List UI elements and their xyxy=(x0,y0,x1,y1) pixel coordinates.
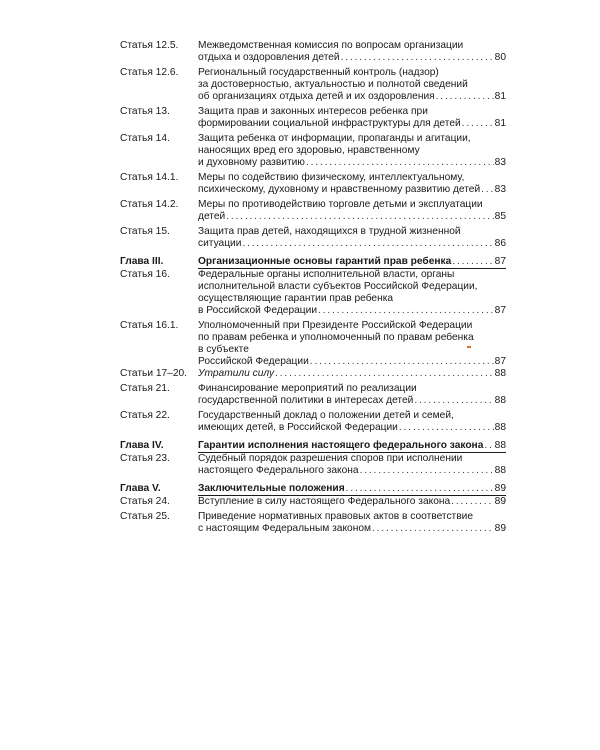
toc-page-number: 83 xyxy=(494,157,506,168)
toc-entry-line xyxy=(198,157,506,169)
toc-leader-dots xyxy=(481,184,494,196)
toc-entry-text: в Российской Федерации xyxy=(198,305,318,316)
toc-entry xyxy=(120,410,506,434)
toc-entry-title xyxy=(198,440,506,453)
toc-leader-dots xyxy=(310,356,494,368)
toc-entry-text: Защита прав и законных интересов ребенка при xyxy=(198,106,428,117)
toc-entry xyxy=(120,199,506,223)
toc-entry-label: Статья 16.1. xyxy=(120,320,179,331)
toc-entry-line xyxy=(198,226,506,238)
toc-entry xyxy=(120,226,506,250)
toc-page-number: 87 xyxy=(494,305,506,316)
toc-entry xyxy=(120,511,506,535)
toc-entry-label: Статья 14. xyxy=(120,133,170,144)
toc-entry-text: Межведомственная комиссия по вопросам организации xyxy=(198,40,464,51)
toc-entry xyxy=(120,106,506,130)
toc-entry-line xyxy=(198,305,506,317)
toc-leader-dots xyxy=(436,91,494,103)
toc-entry xyxy=(120,40,506,64)
toc-entry-label: Глава III. xyxy=(120,256,164,267)
toc-entry-text: за достоверностью, актуальностью и полнотой сведений xyxy=(198,79,468,90)
toc-entry-line xyxy=(198,496,506,508)
toc-entry-title xyxy=(198,511,506,535)
toc-entry-text: и духовному развитию xyxy=(198,157,305,168)
toc-entry-title xyxy=(198,133,506,169)
toc-entry-text: Организационные основы гарантий прав ребенка xyxy=(198,256,452,267)
toc-leader-dots xyxy=(360,465,494,477)
toc-entry-line xyxy=(198,118,506,130)
toc-entry-line xyxy=(198,40,506,52)
toc-entry-title xyxy=(198,368,506,380)
toc-entry-line xyxy=(198,356,506,368)
toc-chapter xyxy=(120,483,506,496)
toc-entry-text: Региональный государственный контроль (надзор) xyxy=(198,67,439,78)
toc-entry-text: об организациях отдыха детей и их оздоровления xyxy=(198,91,435,102)
toc-page-number: 83 xyxy=(494,184,506,195)
toc-page-number: 86 xyxy=(494,238,506,249)
toc-page-number: 88 xyxy=(494,368,506,379)
toc-entry-text: осуществляющие гарантии прав ребенка xyxy=(198,293,394,304)
toc-entry-label: Статья 16. xyxy=(120,269,170,280)
toc-entry-line xyxy=(198,79,506,91)
toc-entry-text: ситуации xyxy=(198,238,242,249)
toc-page-number: 88 xyxy=(494,440,506,451)
toc-entry-line xyxy=(198,383,506,395)
toc-entry-line xyxy=(198,344,506,356)
toc-entry-line xyxy=(198,269,506,281)
toc-entry-text: Уполномоченный при Президенте Российской Федерации xyxy=(198,320,473,331)
toc-entry-text: имеющих детей, в Российской Федерации xyxy=(198,422,398,433)
toc-entry-line xyxy=(198,465,506,477)
toc-page-number: 88 xyxy=(494,422,506,433)
toc-entry-title xyxy=(198,320,506,368)
toc-entry-text: Приведение нормативных правовых актов в соответствие xyxy=(198,511,473,522)
toc-leader-dots xyxy=(275,368,494,380)
toc-entry-line xyxy=(198,395,506,407)
toc-entry-label: Статьи 17–20. xyxy=(120,368,188,379)
toc-entry-title xyxy=(198,67,506,103)
toc-entry-line xyxy=(198,523,506,535)
toc-leader-dots xyxy=(484,440,493,452)
toc-entry-text: наносящих вред его здоровью, нравственному xyxy=(198,145,420,156)
toc-entry xyxy=(120,172,506,196)
toc-entry-title xyxy=(198,410,506,434)
toc-entry-text: настоящего Федерального закона xyxy=(198,465,359,476)
toc-entry-line xyxy=(198,184,506,196)
toc-page-number: 88 xyxy=(494,465,506,476)
toc-entry-text: в субъекте xyxy=(198,344,249,355)
toc-leader-dots xyxy=(372,523,494,535)
toc-entry-text: Защита ребенка от информации, пропаганды и агитации, xyxy=(198,133,471,144)
toc-entry-label: Статья 21. xyxy=(120,383,170,394)
toc-page-number: 89 xyxy=(494,483,506,494)
toc-entry-line xyxy=(198,145,506,157)
toc-entry-label: Статья 12.6. xyxy=(120,67,179,78)
toc-entry xyxy=(120,496,506,508)
toc-entry-title xyxy=(198,496,506,508)
toc-entry-title xyxy=(198,483,506,496)
toc-entry-title xyxy=(198,453,506,477)
toc-entry-line xyxy=(198,52,506,64)
toc-entry-text: Защита прав детей, находящихся в трудной жизненной xyxy=(198,226,461,237)
toc-entry-text: Финансирование мероприятий по реализации xyxy=(198,383,417,394)
toc-entry-title xyxy=(198,256,506,269)
toc-entry-text: детей xyxy=(198,211,226,222)
toc-entry-title xyxy=(198,199,506,223)
toc-entry-line xyxy=(198,320,506,332)
toc-entry-text: государственной политики в интересах детей xyxy=(198,395,414,406)
toc-entry-line xyxy=(198,368,506,380)
toc-page-number: 88 xyxy=(494,395,506,406)
toc-entry-title xyxy=(198,269,506,317)
toc-chapter xyxy=(120,440,506,453)
toc-entry-text: Федеральные органы исполнительной власти, органы xyxy=(198,269,455,280)
toc-entry-line xyxy=(198,91,506,103)
toc-entry-text: Государственный доклад о положении детей и семей, xyxy=(198,410,454,421)
toc-entry-title xyxy=(198,40,506,64)
toc-entry-line xyxy=(198,453,506,465)
toc-entry-line xyxy=(198,238,506,250)
toc-leader-dots xyxy=(341,52,494,64)
toc-entry-line xyxy=(198,332,506,344)
toc-entry-line xyxy=(198,133,506,145)
toc-leader-dots xyxy=(346,483,494,495)
toc-entry-label: Статья 25. xyxy=(120,511,170,522)
toc-entry-line xyxy=(198,422,506,434)
toc-page-number: 81 xyxy=(494,91,506,102)
toc-entry-text: психическому, духовному и нравственному развитию детей xyxy=(198,184,481,195)
toc-leader-dots xyxy=(242,238,493,250)
toc-entry-text: Судебный порядок разрешения споров при исполнении xyxy=(198,453,463,464)
toc-entry-text: Российской Федерации xyxy=(198,356,309,367)
toc-entry-label: Статья 22. xyxy=(120,410,170,421)
toc-entry-text: Меры по противодействию торговле детьми и эксплуатации xyxy=(198,199,483,210)
toc-page-number: 89 xyxy=(494,496,506,507)
toc-page-number: 81 xyxy=(494,118,506,129)
toc-entry-title xyxy=(198,106,506,130)
toc-entry-text: Меры по содействию физическому, интеллектуальному, xyxy=(198,172,465,183)
toc-entry-title xyxy=(198,383,506,407)
toc-leader-dots xyxy=(414,395,493,407)
toc-entry-line xyxy=(198,67,506,79)
toc-entry-text: отдыха и оздоровления детей xyxy=(198,52,340,63)
toc-page-number: 85 xyxy=(494,211,506,222)
toc-entry-label: Статья 23. xyxy=(120,453,170,464)
toc-leader-dots xyxy=(452,256,493,268)
toc-entry xyxy=(120,368,506,380)
toc-entry-label: Статья 15. xyxy=(120,226,170,237)
toc-entry-line xyxy=(198,511,506,523)
toc-entry-text: формировании социальной инфраструктуры для детей xyxy=(198,118,461,129)
toc-entry-label: Глава V. xyxy=(120,483,161,494)
toc-entry-line xyxy=(198,199,506,211)
toc-entry-text: исполнительной власти субъектов Российской Федерации, xyxy=(198,281,478,292)
toc-entry xyxy=(120,67,506,103)
toc-page-number: 89 xyxy=(494,523,506,534)
toc-entry-label: Статья 24. xyxy=(120,496,170,507)
toc-entry-line xyxy=(198,440,506,452)
toc-leader-dots xyxy=(399,422,494,434)
toc-page-number: 80 xyxy=(494,52,506,63)
toc-entry xyxy=(120,453,506,477)
toc-entry-label: Глава IV. xyxy=(120,440,164,451)
toc-page-number: 87 xyxy=(494,356,506,367)
toc-entry-line xyxy=(198,172,506,184)
toc-entry-label: Статья 12.5. xyxy=(120,40,179,51)
toc-chapter xyxy=(120,256,506,269)
toc-entry xyxy=(120,133,506,169)
toc-entry xyxy=(120,383,506,407)
toc-leader-dots xyxy=(318,305,494,317)
toc-entry-line xyxy=(198,281,506,293)
toc-entry-text: Вступление в силу настоящего Федерального закона xyxy=(198,496,451,507)
toc-leader-dots xyxy=(462,118,494,130)
toc-entry-line xyxy=(198,256,506,268)
toc-entry xyxy=(120,320,506,368)
toc-entry-text: Заключительные положения xyxy=(198,483,345,494)
toc-entry-text: с настоящим Федеральным законом xyxy=(198,523,371,534)
toc-leader-dots xyxy=(226,211,493,223)
toc-entry-text: Утратили силу xyxy=(198,368,275,379)
toc-page-number: 87 xyxy=(494,256,506,267)
orange-speck xyxy=(467,346,471,348)
toc-entry-label: Статья 13. xyxy=(120,106,170,117)
toc-entry xyxy=(120,269,506,317)
toc-entry-text: Гарантии исполнения настоящего федерального закона xyxy=(198,440,484,451)
toc-entry-title xyxy=(198,172,506,196)
toc-entry-line xyxy=(198,106,506,118)
toc-leader-dots xyxy=(306,157,494,169)
toc-entry-label: Статья 14.2. xyxy=(120,199,179,210)
toc-leader-dots xyxy=(451,496,493,508)
toc-entry-label: Статья 14.1. xyxy=(120,172,179,183)
toc-entry-line xyxy=(198,293,506,305)
table-of-contents xyxy=(120,40,506,535)
toc-entry-text: по правам ребенка и уполномоченный по правам ребенка xyxy=(198,332,474,343)
toc-entry-line xyxy=(198,211,506,223)
toc-entry-line xyxy=(198,410,506,422)
toc-entry-title xyxy=(198,226,506,250)
toc-entry-line xyxy=(198,483,506,495)
